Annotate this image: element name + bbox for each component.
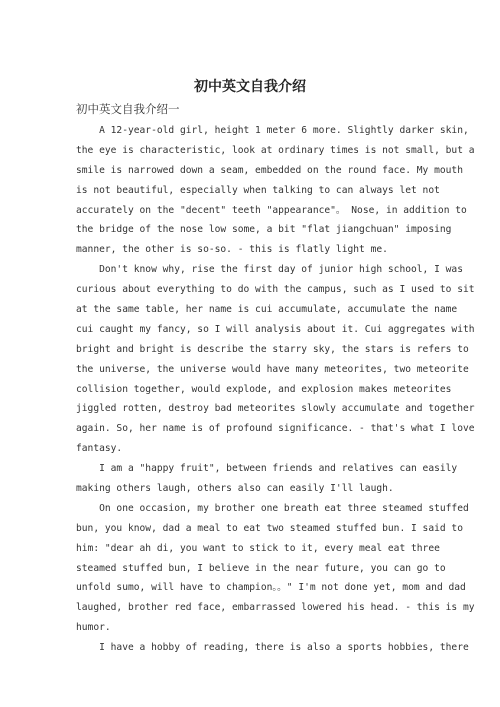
text-line: making others laugh, others also can easily I'll laugh. [76,483,394,495]
document-body [76,121,475,658]
document-title: 初中英文自我介绍 [194,79,306,95]
text-line: I am a "happy fruit", between friends and relatives can easily [76,463,458,475]
text-line: On one occasion, my brother one breath eat three steamed stuffed [76,502,469,514]
text-line: smile is narrowed down a seam, embedded on the round face. My mouth [76,164,463,176]
text-line: the universe, the universe would have many meteorites, two meteorite [76,363,469,375]
text-line: again. So, her name is of profound significance. - that's what I love [76,423,475,435]
text-line: him: "dear ah di, you want to stick to it, every meal eat three [76,542,440,554]
text-line: jiggled rotten, destroy bad meteorites slowly accumulate and together [76,403,475,415]
text-line: accurately on the "decent" teeth "appearance"。 Nose, in addition to [76,204,467,216]
text-line: at the same table, her name is cui accumulate, accumulate the name [76,304,458,316]
text-line: collision together, would explode, and explosion makes meteorites [76,383,452,395]
text-line: bright and bright is describe the starry sky, the stars is refers to [76,343,469,355]
document-subtitle: 初中英文自我介绍一 [76,102,180,116]
text-line: unfold sumo, will have to champion。。" I'm not done yet, mom and dad [76,582,466,594]
text-line: bun, you know, dad a meal to eat two steamed stuffed bun. I said to [76,522,463,534]
text-line: the eye is characteristic, look at ordinary times is not small, but a [76,144,475,156]
text-line: Don't know why, rise the first day of junior high school, I was [76,264,463,276]
text-line: laughed, brother red face, embarrassed lowered his head. - this is my [76,602,475,614]
text-line: humor. [76,622,111,634]
text-line: is not beautiful, especially when talking to can always let not [76,184,440,196]
text-line: cui caught my fancy, so I will analysis about it. Cui aggregates with [76,323,475,335]
text-line: manner, the other is so-so. - this is flatly light me. [76,244,388,256]
text-line: A 12-year-old girl, height 1 meter 6 more. Slightly darker skin, [76,125,469,136]
text-line: curious about everything to do with the campus, such as I used to sit [76,284,475,296]
text-line: fantasy. [76,443,123,455]
text-line: the bridge of the nose low some, a bit "flat jiangchuan" imposing [76,224,452,236]
text-line: steamed stuffed bun, I believe in the near future, you can go to [76,562,446,574]
text-line: I have a hobby of reading, there is also a sports hobbies, there [76,642,469,654]
